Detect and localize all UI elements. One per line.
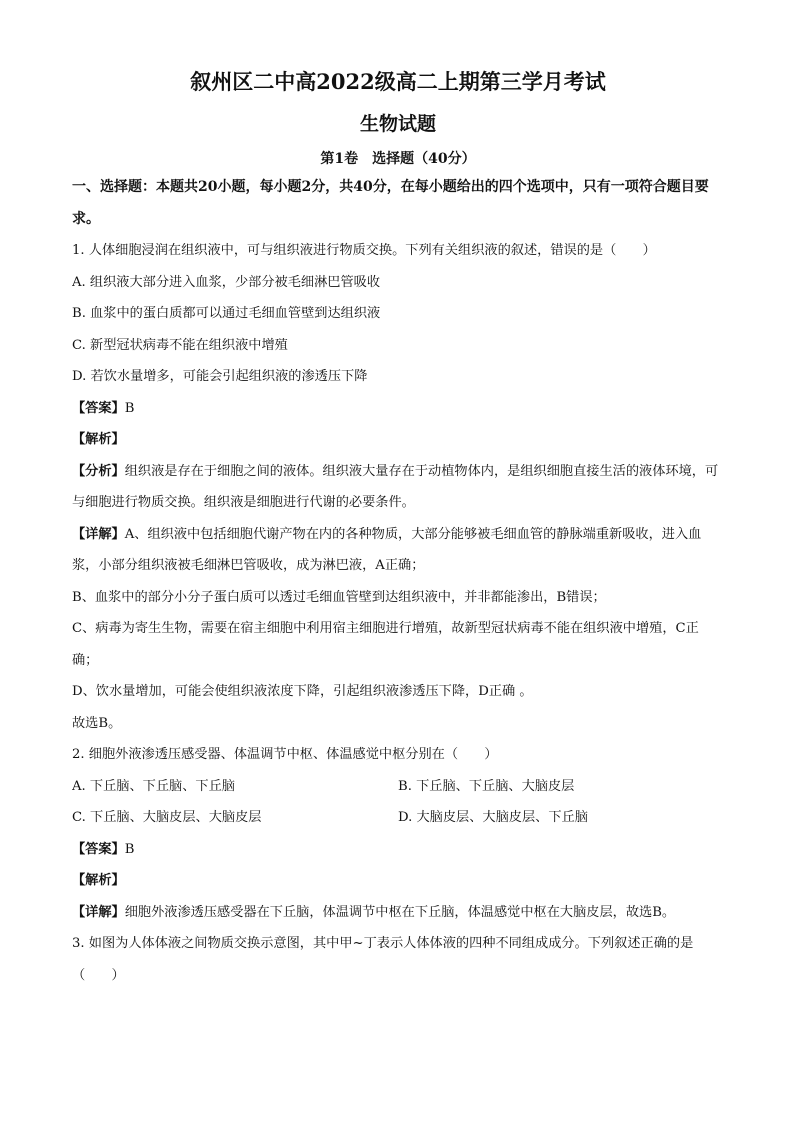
question-1-xiangjie-b: B、血浆中的部分小分子蛋白质可以透过毛细血管壁到达组织液中，并非都能渗出，B错误；: [72, 589, 606, 605]
question-2-options-row-2: [72, 802, 724, 834]
question-2-analysis-label: [72, 865, 724, 897]
answer-tag: 【答案】: [72, 841, 125, 857]
question-2-option-b: B. 下丘脑、下丘脑、大脑皮层: [398, 778, 575, 794]
question-1-stem: 1. 人体细胞浸润在组织液中，可与组织液进行物质交换。下列有关组织液的叙述，错误的是（ ）: [72, 243, 656, 258]
question-1-xiangjie-d: D、饮水量增加，可能会使组织液浓度下降，引起组织液渗透压下降，D正确 。: [72, 684, 533, 699]
question-1-answer: [72, 393, 724, 425]
exam-page: [72, 62, 724, 991]
exam-subtitle: 生物试题: [359, 113, 436, 135]
analysis-tag: 【解析】: [72, 873, 125, 888]
answer-value: B: [124, 400, 135, 416]
xiangjie-tag: 【详解】: [72, 526, 125, 542]
question-3-stem: 3. 如图为人体体液之间物质交换示意图，其中甲~丁表示人体体液的四种不同组成成分。下列叙述正确的是（ ）: [72, 936, 694, 983]
fenxi-text: 组织液是存在于细胞之间的液体。组织液大量存在于动植物体内，是组织细胞直接生活的液体环境，可与细胞进行物质交换。组织液是细胞进行代谢的必要条件。: [72, 463, 719, 510]
question-2-stem: 2. 细胞外液渗透压感受器、体温调节中枢、体温感觉中枢分别在（ ）: [72, 747, 498, 762]
question-1-analysis-label: [72, 424, 724, 456]
exam-title: 叙州区二中高2022级高二上期第三学月考试: [190, 69, 606, 94]
analysis-tag: 【解析】: [72, 432, 125, 447]
xiangjie-text: 细胞外液渗透压感受器在下丘脑，体温调节中枢在下丘脑，体温感觉中枢在大脑皮层，故选B。: [124, 904, 676, 920]
xiangjie-a-text: A、组织液中包括细胞代谢产物在内的各种物质，大部分能够被毛细血管的静脉端重新吸收，进入血浆，小部分组织液被毛细淋巴管吸收，成为淋巴液，A正确；: [72, 526, 702, 573]
fenxi-tag: 【分析】: [72, 463, 125, 479]
question-1-option-a: A. 组织液大部分进入血浆，少部分被毛细淋巴管吸收: [72, 274, 381, 290]
question-2-option-a: A. 下丘脑、下丘脑、下丘脑: [72, 778, 235, 794]
question-1-fenxi: [72, 456, 724, 519]
answer-value: B: [124, 841, 135, 857]
question-2-option-d: D. 大脑皮层、大脑皮层、下丘脑: [398, 810, 588, 825]
question-1-option-d: D. 若饮水量增多，可能会引起组织液的渗透压下降: [72, 369, 368, 384]
part-heading: 一、选择题：本题共20小题，每小题2分，共40分，在每小题给出的四个选项中，只有一项符合题目要求。: [72, 179, 709, 227]
question-1-xiangjie-c: C、病毒为寄生生物，需要在宿主细胞中利用宿主细胞进行增殖，故新型冠状病毒不能在组织液中增殖，C正确；: [72, 621, 699, 668]
question-1-option-b: B. 血浆中的蛋白质都可以通过毛细血管壁到达组织液: [72, 306, 381, 321]
question-2-options-row-1: [72, 771, 724, 803]
section-title: 第1卷 选择题（40分）: [320, 151, 476, 167]
question-1-option-c: C. 新型冠状病毒不能在组织液中增殖: [72, 337, 288, 353]
xiangjie-tag: 【详解】: [72, 904, 125, 920]
question-2-xiangjie: [72, 897, 724, 929]
question-1-xiangjie-a: [72, 519, 724, 582]
question-1-conclusion: 故选B。: [72, 715, 122, 731]
question-2-option-c: C. 下丘脑、大脑皮层、大脑皮层: [72, 810, 262, 825]
question-2-answer: [72, 834, 724, 866]
answer-tag: 【答案】: [72, 400, 125, 416]
